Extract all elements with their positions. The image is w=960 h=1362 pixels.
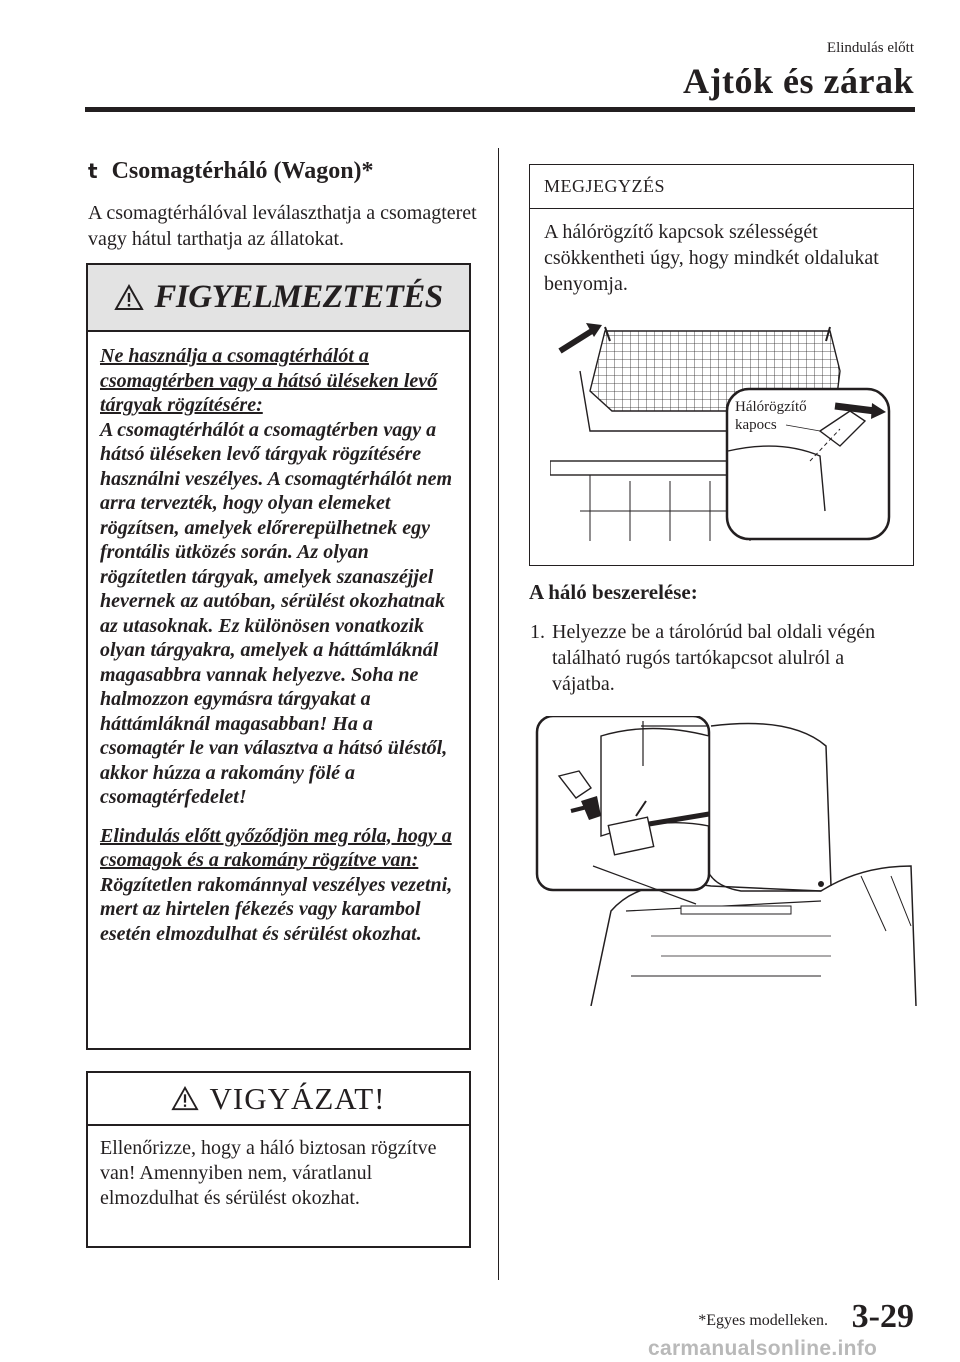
caution-title: VIGYÁZAT! (209, 1080, 386, 1116)
warning-triangle-icon (114, 284, 144, 311)
install-heading: A háló beszerelése: (529, 580, 698, 604)
step-text: Helyezze be a tárolórúd bal oldali végén található rugós tartókapcsot alulról a vájatba. (552, 621, 876, 695)
warning-title: FIGYELMEZTETÉS (154, 279, 443, 315)
caution-body: Ellenőrizze, hogy a háló biztosan rögzítve van! Amennyiben nem, váratlanul elmozdulhat és sérülést okozhat. (100, 1137, 437, 1209)
warning-header (88, 265, 469, 332)
header-rule (85, 107, 915, 112)
warning-para1-body: A csomagtérhálót a csomagtérben vagy a hátsó üléseken levő tárgyak rögzítésére használni veszélyes. A csomagtérhálót nem arra tervezték, hogy olyan elemeket rögzítsen, amelyek előrerepülhetnek egy frontális ütközés során. Az olyan rögzítetlen tárgyak, amelyek szanaszéjjel hevernek az autóban, sérülést okozhatnak az utasoknak. Ez különösen vonatkozik olyan tárgyakra, amelyek a háttámláknál magasabbra vannak helyezve. Soha ne halmozzon egymásra tárgyakat a háttámláknál magasabban! Ha a csomagtér le van választva a hátsó üléstől, akkor húzza a rakomány fölé a csomagtérfedelet! (100, 418, 453, 808)
warning-para1-heading: Ne használja a csomagtérhálót a csomagtérben vagy a hátsó üléseken levő tárgyak rögzítésére: (100, 345, 438, 416)
note-title: MEGJEGYZÉS (530, 165, 913, 209)
warning-para2-body: Rögzítetlen rakománnyal veszélyes vezetni, mert az hirtelen fékezés vagy karambol esetén elmozdulhat és sérülést okozhat. (100, 873, 453, 945)
section-bullet: t (88, 159, 98, 183)
figure-label-line1: Hálórögzítő (735, 399, 807, 415)
section-heading (88, 158, 374, 185)
note-box (529, 164, 914, 566)
warning-triangle-icon (171, 1086, 199, 1111)
note-body: A hálórögzítő kapcsok szélességét csökkentheti úgy, hogy mindkét oldalukat benyomja. (544, 221, 879, 295)
page-title: Ajtók és zárak (683, 61, 914, 101)
chapter-label: Elindulás előtt (826, 40, 914, 56)
intro-paragraph: A csomagtérhálóval leválaszthatja a csomagteret vagy hátul tarthatja az állatokat. (88, 202, 477, 250)
warning-body (88, 332, 469, 946)
warning-box (86, 263, 471, 1050)
net-clip-illustration (550, 311, 895, 551)
warning-para2-heading: Elindulás előtt győződjön meg róla, hogy a csomagok és a rakomány rögzítve van: (100, 824, 452, 871)
caution-header (88, 1073, 469, 1126)
section-title: Csomagtérháló (Wagon)* (111, 158, 374, 184)
figure-label-line2: kapocs (735, 417, 777, 433)
trunk-illustration (531, 716, 921, 1006)
page-number: 3-29 (851, 1298, 914, 1335)
watermark: carmanualsonline.info (648, 1337, 878, 1360)
footnote: *Egyes modelleken. (698, 1312, 828, 1329)
step-number: 1. (530, 621, 545, 643)
caution-box (86, 1071, 471, 1248)
install-step-1 (530, 619, 910, 697)
column-divider (498, 148, 499, 1280)
